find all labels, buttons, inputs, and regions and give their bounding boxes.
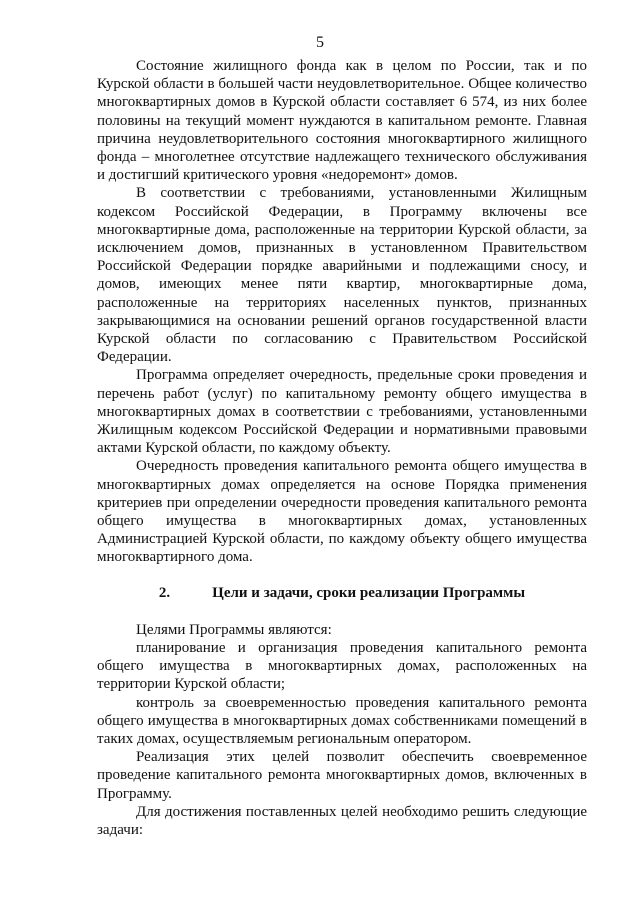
paragraph: контроль за своевременностью проведения капитального ремонта общего имущества в многоквартирных домах собственниками помещений в таких домах, осуществляемым региональным оператором. xyxy=(97,694,587,747)
paragraph: Реализация этих целей позволит обеспечить своевременное проведение капитального ремонта многоквартирных домов, включенных в Программу. xyxy=(97,749,587,802)
section-number: 2. xyxy=(158,584,171,601)
section-intro xyxy=(97,57,587,567)
paragraph: Очередность проведения капитального ремонта общего имущества в многоквартирных домах определяется на основе Порядка применения критериев при определении очередности проведения капитального ремонта общего имущества в многоквартирных домах, установленных Администрацией Курской области, по каждому объекту общего имущества многоквартирного дома. xyxy=(97,458,587,566)
page-number: 5 xyxy=(316,34,324,51)
paragraph: планирование и организация проведения капитального ремонта общего имущества в многоквартирных домах, расположенных на территории Курской области; xyxy=(97,639,587,693)
section-heading xyxy=(97,584,587,602)
paragraph: В соответствии с требованиями, установленными Жилищным кодексом Российской Федерации, в Программу включены все многоквартирные дома, расположенные на территории Курской области, за исключением домов, признанных в установленном Правительством Российской Федерации порядке аварийными и подлежащими сносу, и домов, имеющих менее пяти квартир, многоквартирные дома, расположенные на территориях населенных пунктов, признанных закрывающимися на основании решений органов государственной власти Курской области по согласованию с Правительством Российской Федерации. xyxy=(97,185,587,366)
paragraph: Программа определяет очередность, предельные сроки проведения и перечень работ (услуг) по капитальному ремонту общего имущества в многоквартирных домах в соответствии с требованиями, установленными Жилищным кодексом Российской Федерации и нормативными правовыми актами Курской области, по каждому объекту. xyxy=(97,367,587,457)
section-title: Цели и задачи, сроки реализации Программы xyxy=(212,584,526,601)
paragraph: Целями Программы являются: xyxy=(136,621,332,638)
paragraph: Состояние жилищного фонда как в целом по России, так и по Курской области в большей части неудовлетворительное. Общее количество многоквартирных домов в Курской области составляет 6 574, из них более половины на текущий момент нуждаются в капитальном ремонте. Главная причина неудовлетворительного состояния многоквартирного жилищного фонда – многолетнее отсутствие надлежащего технического обслуживания и достигший критического уровня «недоремонт» домов. xyxy=(97,58,587,184)
document-body xyxy=(97,57,587,839)
section-goals xyxy=(97,621,587,839)
paragraph: Для достижения поставленных целей необходимо решить следующие задачи: xyxy=(97,803,587,838)
